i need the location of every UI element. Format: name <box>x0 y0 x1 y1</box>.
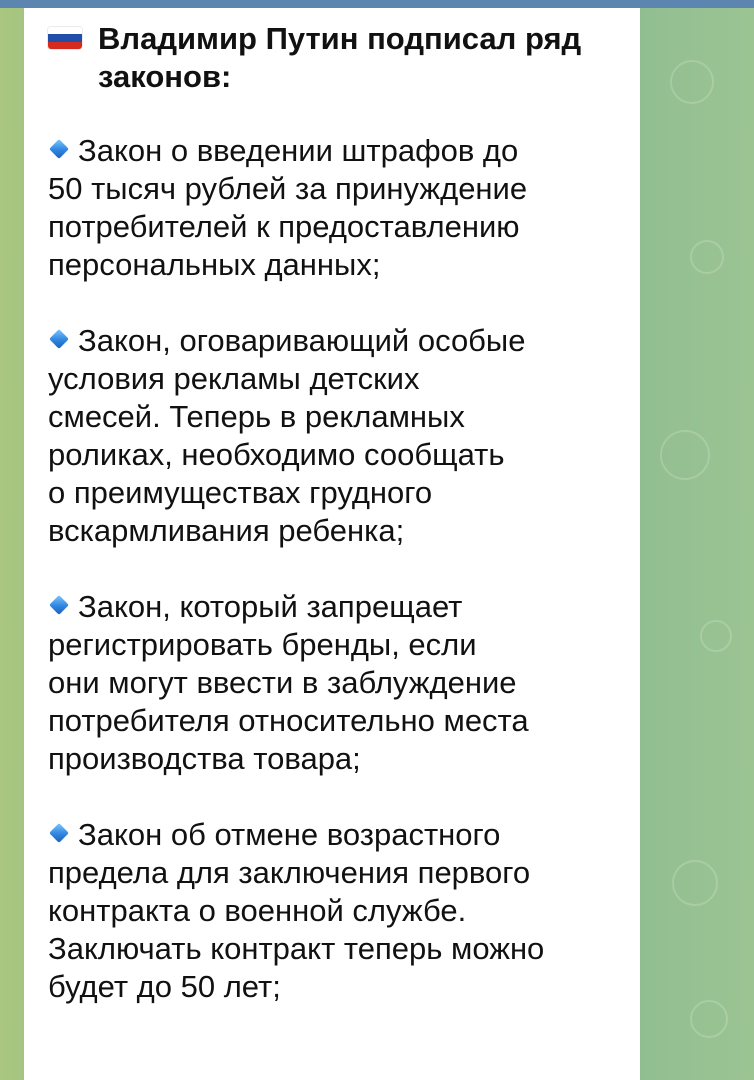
blue-diamond-icon <box>48 594 70 616</box>
law-line: о преимуществах грудного <box>48 475 433 510</box>
post-title <box>98 20 581 96</box>
background-pattern <box>660 430 710 480</box>
law-line: потребителя относительно места <box>48 703 529 738</box>
law-line: условия рекламы детских <box>48 361 420 396</box>
law-line: контракта о военной службе. <box>48 893 467 928</box>
background-pattern <box>670 60 714 104</box>
law-line: Заключать контракт теперь можно <box>48 931 545 966</box>
post-title-line: законов: <box>98 59 232 94</box>
law-item <box>48 588 616 778</box>
law-line: Закон о введении штрафов до <box>48 132 616 170</box>
background-pattern <box>700 620 732 652</box>
law-line: регистрировать бренды, если <box>48 627 477 662</box>
law-item <box>48 132 616 284</box>
law-line: будет до 50 лет; <box>48 969 281 1004</box>
law-line: роликах, необходимо сообщать <box>48 437 505 472</box>
post-title-row <box>48 20 616 96</box>
law-item <box>48 322 616 550</box>
law-line: предела для заключения первого <box>48 855 531 890</box>
post-title-line: Владимир Путин подписал ряд <box>98 21 582 56</box>
russian-flag-icon <box>48 27 82 49</box>
law-line: Закон об отмене возрастного <box>48 816 616 854</box>
background-pattern <box>690 240 724 274</box>
law-item <box>48 816 616 1006</box>
law-line: они могут ввести в заблуждение <box>48 665 517 700</box>
blue-diamond-icon <box>48 822 70 844</box>
chat-header-strip <box>0 0 754 8</box>
law-line: потребителей к предоставлению <box>48 209 520 244</box>
background-pattern <box>672 860 718 906</box>
law-line: Закон, который запрещает <box>48 588 616 626</box>
law-line: производства товара; <box>48 741 361 776</box>
law-line: вскармливания ребенка; <box>48 513 405 548</box>
blue-diamond-icon <box>48 328 70 350</box>
message-bubble[interactable] <box>24 8 640 1080</box>
background-pattern <box>690 1000 728 1038</box>
law-line: 50 тысяч рублей за принуждение <box>48 171 528 206</box>
blue-diamond-icon <box>48 138 70 160</box>
law-line: смесей. Теперь в рекламных <box>48 399 465 434</box>
law-line: персональных данных; <box>48 247 381 282</box>
law-line: Закон, оговаривающий особые <box>48 322 616 360</box>
